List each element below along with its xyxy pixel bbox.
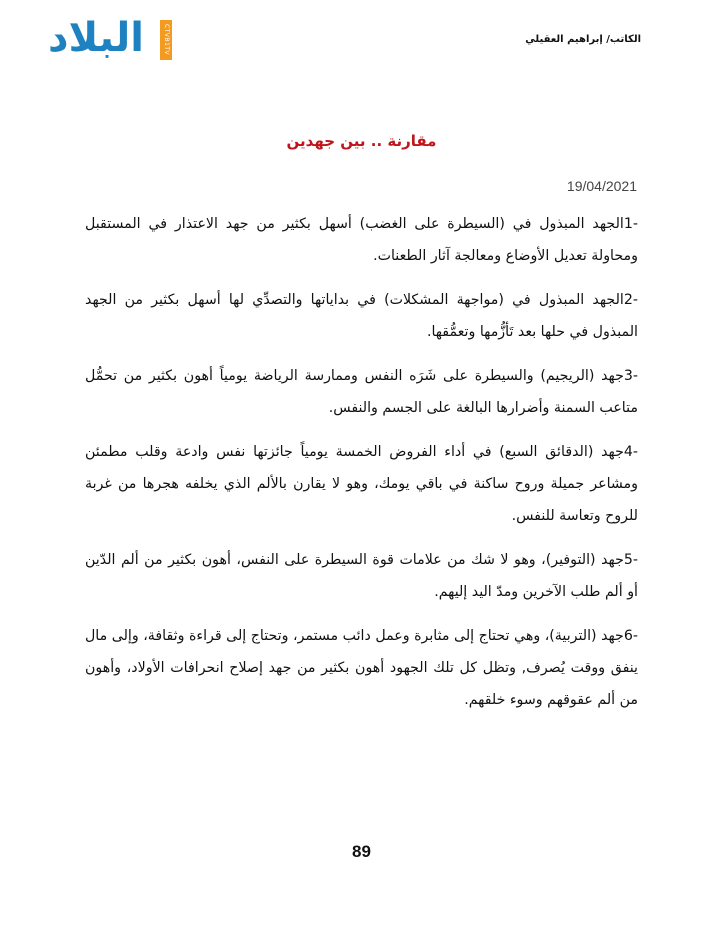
logo-wordmark: البلاد — [48, 15, 144, 61]
paragraph-1: -1الجهد المبذول في (السيطرة على الغضب) أسهل بكثير من جهد الاعتذار في المستقبل ومحاولة تعديل الأوضاع ومعالجة آثار الطعنات. — [85, 216, 638, 264]
paragraph-5: -5جهد (التوفير)، وهو لا شك من علامات قوة السيطرة على النفس، أهون بكثير من ألم الدّين أو ألم طلب الآخرين ومدّ اليد إليهم. — [85, 552, 638, 600]
article-title: مقارنة .. بين جهدين — [286, 132, 437, 150]
author-byline: الكاتب/ إبراهيم العقيلي — [525, 34, 641, 45]
paragraph-6: -6جهد (التربية)، وهي تحتاج إلى مثابرة وعمل دائب مستمر، وتحتاج إلى قراءة وثقافة، وإلى مال ينفق ووقت يُصرف, وتظل كل تلك الجهود أهون بكثير من جهد إصلاح انحرافات الأولاد، وأهون من ألم عقوقهم وسوء خلقهم. — [85, 628, 638, 708]
newspaper-logo — [48, 15, 173, 64]
article-body — [85, 208, 638, 728]
logo-tag: CTVB1TV — [160, 20, 172, 60]
article-date: 19/04/2021 — [566, 178, 637, 194]
paragraph-2: -2الجهد المبذول في (مواجهة المشكلات) في بداياتها والتصدِّي لها أسهل بكثير من الجهد المبذول في حلها بعد تَأزُّمها وتعمُّقها. — [85, 292, 638, 340]
paragraph-4: -4جهد (الدقائق السبع) في أداء الفروض الخمسة يومياً جائزتها نفس وادعة وقلب مطمئن ومشاعر جميلة وروح ساكنة في باقي يومك، وهو لا يقارن بالألم الذي يخلفه هجرها من غربة للروح وتعاسة للنفس. — [85, 444, 638, 524]
paragraph-3: -3جهد (الريجيم) والسيطرة على شَرَه النفس وممارسة الرياضة يومياً أهون بكثير من تحمُّل متاعب السمنة وأضرارها البالغة على الجسم والنفس. — [85, 368, 638, 416]
page-number: 89 — [352, 842, 371, 861]
